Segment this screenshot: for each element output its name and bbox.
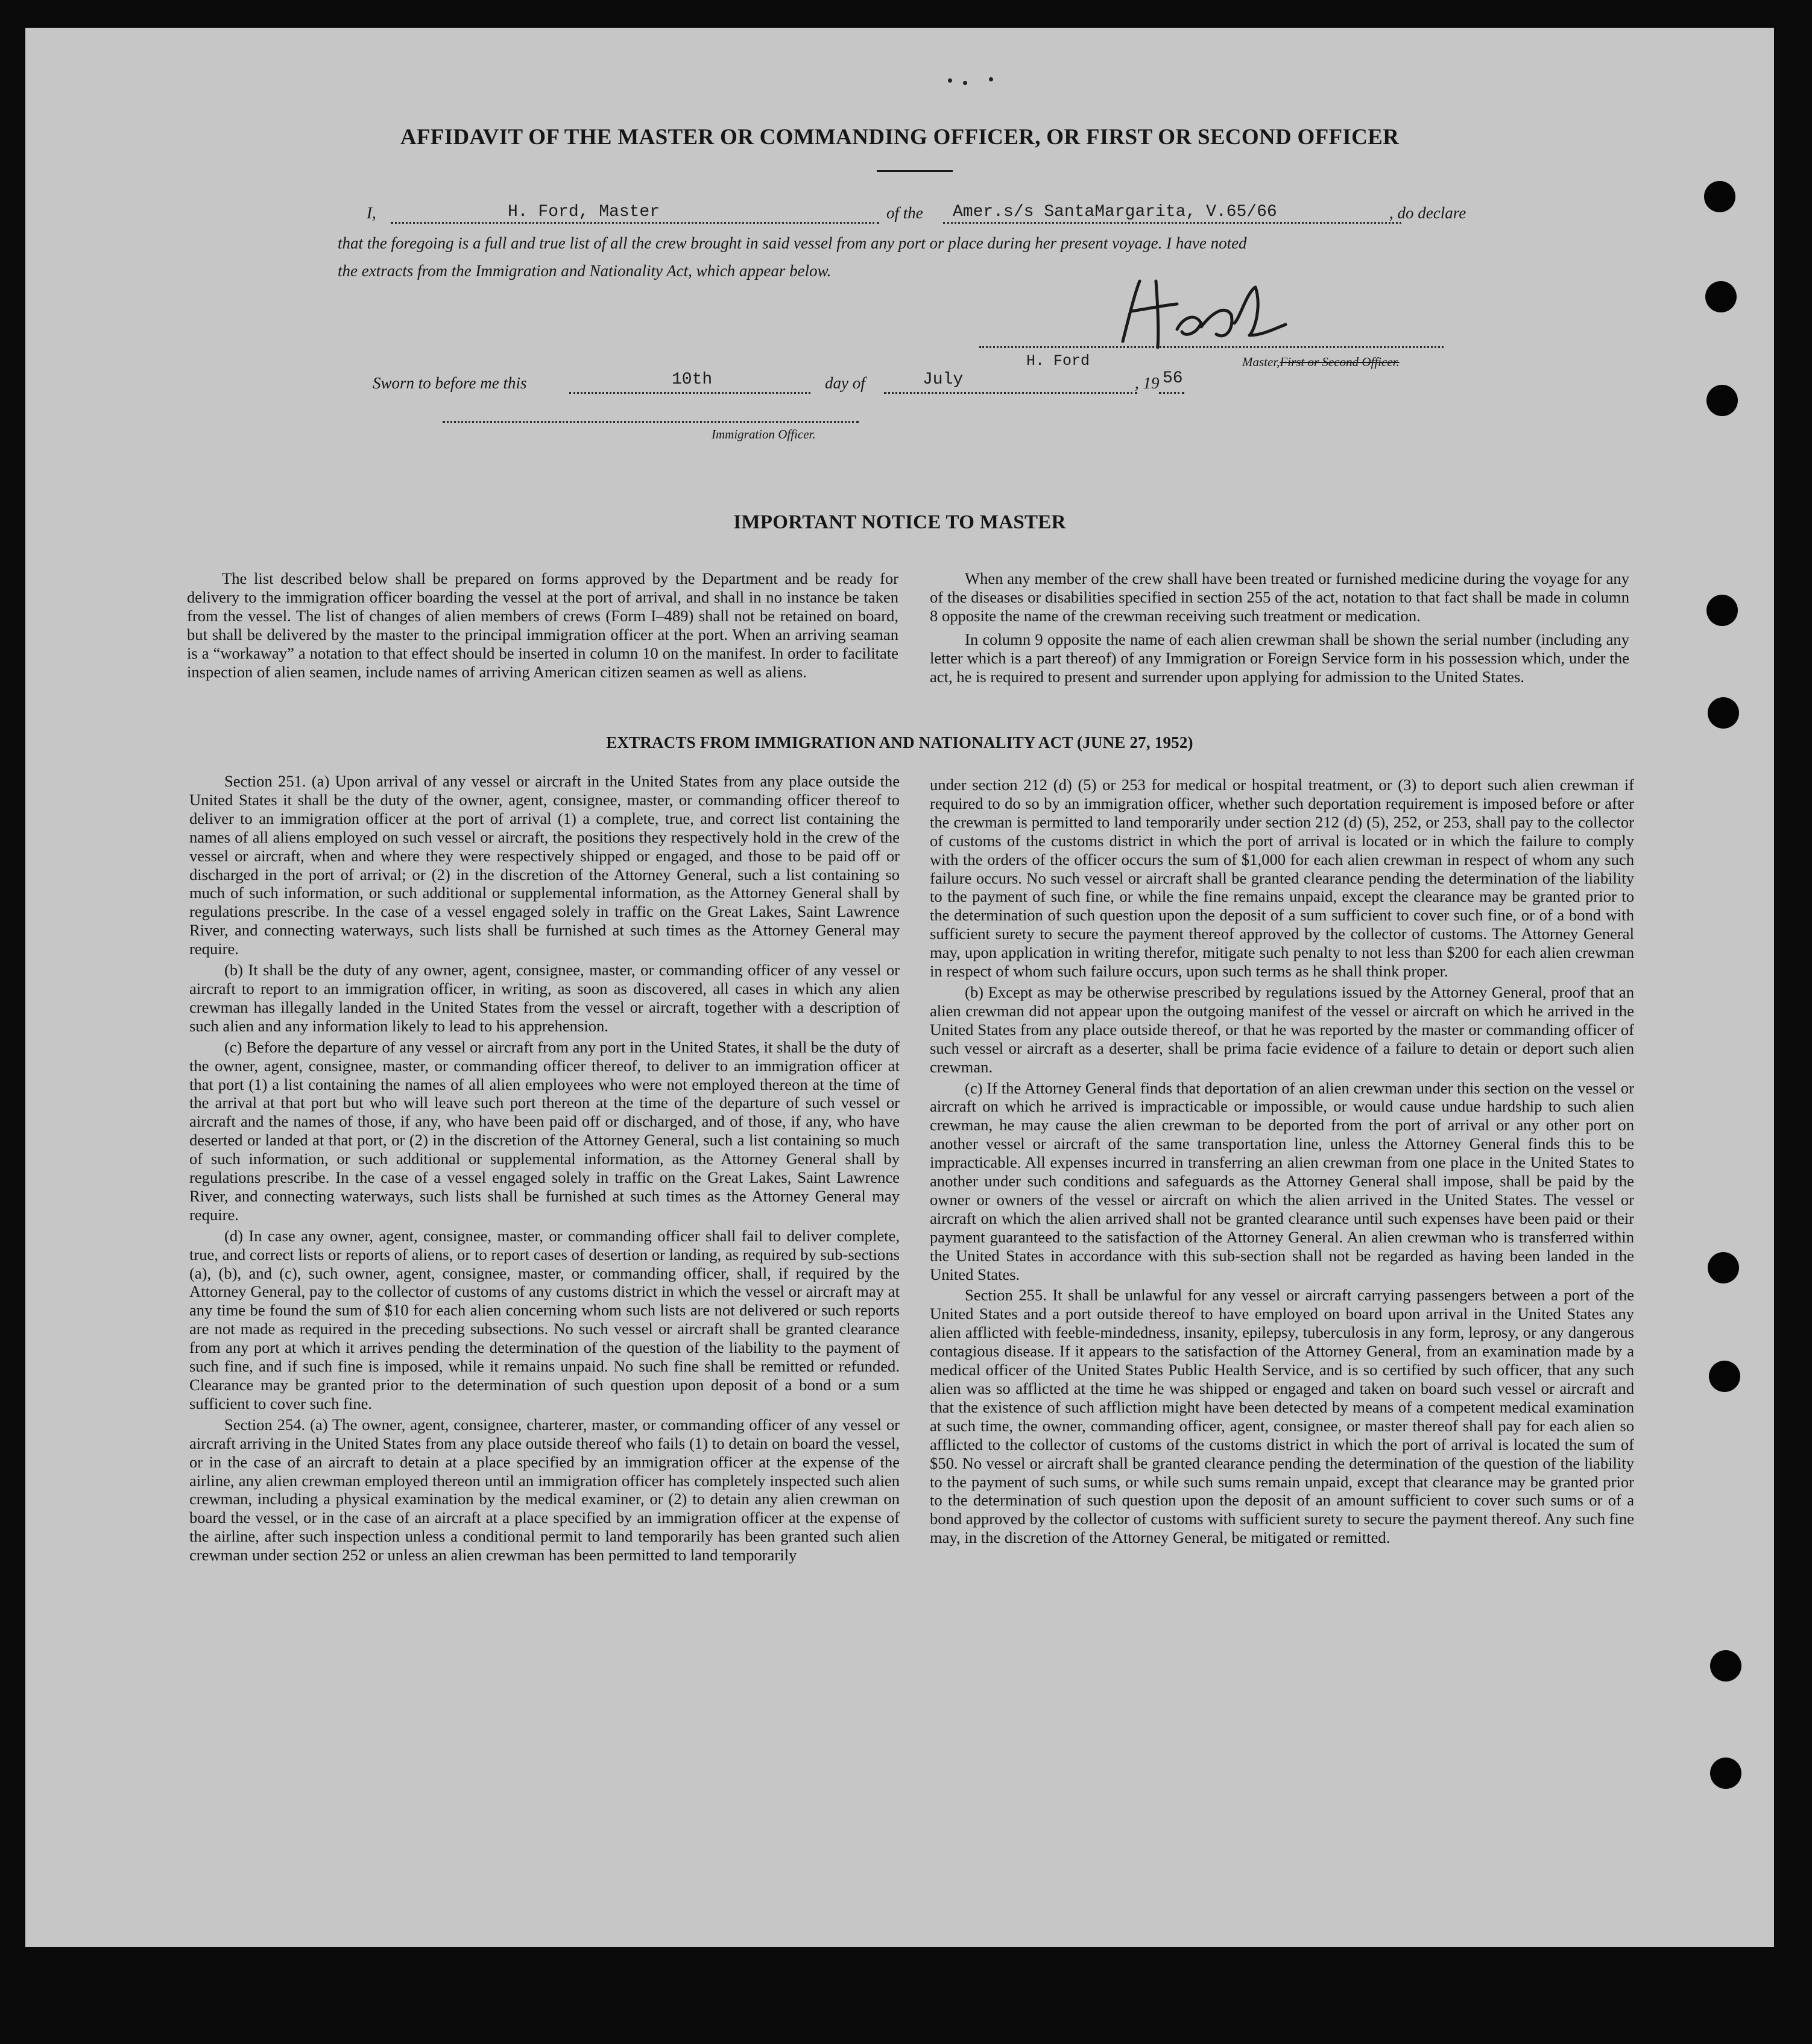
notice-title: IMPORTANT NOTICE TO MASTER — [733, 511, 1066, 533]
statute-paragraph: under section 212 (d) (5) or 253 for medical or hospital treatment, or (3) to deport such alien crewman if required to do so by an immigration officer, whether such deportation requirement is imposed before or after the crewman is permitted to land temporarily under section 212 (d) (5), 252, or 253, shall pay to the collector of customs of the customs district in which the port of arrival is located or in which the failure to comply with the orders of the officer occurs the sum of $1,000 for each alien crewman in respect of whom any such failure occurs. No such vessel or aircraft shall be granted clearance pending the determination of the liability to the payment of such fine, or while the fine remains unpaid, except the clearance may be granted prior to the determination of such question upon the deposit of a sum sufficient to cover such fine, or of a bond with sufficient surety to secure the payment thereof approved by the collector of customs. The Attorney General may, upon application in writing therefor, mitigate such penalty to not less than $200 for each alien crewman in respect of whom such failure occurs, upon such terms as he shall think proper. — [930, 776, 1634, 981]
notice-paragraph: In column 9 opposite the name of each alien crewman shall be shown the serial number (including any letter which is a part thereof) of any Immigration or Foreign Service form in his possession which, under the act, he is required to present and surrender upon applying for admission to the United States. — [930, 630, 1629, 686]
day-of-label: day of — [825, 374, 865, 392]
master-title-label — [1242, 355, 1400, 370]
statute-paragraph: (c) Before the departure of any vessel or aircraft from any port in the United States, it shall be the duty of the owner, agent, consignee, master, or commanding officer thereof, to deliver to an immigration officer at that port (1) a list containing the names of all alien employees who were not employed thereon at the time of the arrival at that port but who will leave such port thereon at the time of the departure of such vessel or aircraft and the names of those, if any, who have been paid off or discharged, and of those, if any, who have deserted or landed at that port, or (2) in the discretion of the Attorney General, such a list containing so much of such information, or such additional or supplemental information, as the Attorney General shall by regulations prescribe. In the case of a vessel engaged solely in traffic on the Great Lakes, Saint Lawrence River, and connecting waterways, such lists shall be furnished at such times as the Attorney General may require. — [189, 1037, 900, 1224]
sworn-month-line — [884, 392, 1137, 394]
year-field[interactable]: 56 — [1163, 369, 1183, 388]
affidavit-title: AFFIDAVIT OF THE MASTER OR COMMANDING OFFICER, OR FIRST OR SECOND OFFICER — [400, 125, 1400, 150]
extracts-left-column — [189, 772, 900, 1567]
punch-hole — [1710, 1650, 1741, 1682]
officer-signature-line — [443, 421, 859, 423]
statute-paragraph: (d) In case any owner, agent, consignee, master, or commanding officer shall fail to deliver complete, true, and correct lists or reports of aliens, or to report cases of desertion or landing, as required by sub-sections (a), (b), and (c), such owner, agent, consignee, master, or commanding officer, shall, if required by the Attorney General, pay to the collector of customs of any customs district in which the vessel or aircraft may at any time be found the sum of $10 for each alien concerning whom such lists are not delivered or such reports are not made as required in the preceding subsections. No such vessel or aircraft shall be granted clearance from any port at which it arrives pending the determination of the question of the liability to the payment of such fine, and if such fine is imposed, while it remains unpaid. No such fine shall be remitted or refunded. Clearance may be granted prior to the determination of such question upon deposit of a bond or a sum sufficient to cover such fine. — [189, 1226, 900, 1413]
notice-paragraph: The list described below shall be prepared on forms approved by the Department and be ready for delivery to the immigration officer boarding the vessel at the port of arrival, and shall in no instance be taken from the vessel. The list of changes of alien members of crews (Form I–489) shall not be retained on board, but shall be delivered by the master to the principal immigration officer at the port. When an arriving seaman is a “workaway” a notation to that effect should be inserted in column 10 on the manifest. In order to facilitate inspection of alien seamen, include names of arriving American citizen seamen as well as aliens. — [187, 569, 898, 681]
statute-paragraph: (c) If the Attorney General finds that deportation of an alien crewman under this section on the vessel or aircraft on which he arrived is impracticable or impossible, or would cause undue hardship to such alien crewman, he may cause the alien crewman to be deported from the port of arrival or any other port on another vessel or aircraft of the same transportation line, unless the Attorney General finds this to be impracticable. All expenses incurred in transferring an alien crewman from one place in the United States to another under such conditions and safeguards as the Attorney General shall impose, shall be paid by the owner or owners of the vessel or aircraft on which the alien arrived in the United States. The vessel or aircraft on which the alien arrived shall not be granted clearance until such expenses have been paid or their payment guaranteed to the satisfaction of the Attorney General. An alien crewman who is transferred within the United States in accordance with this sub-section shall not be regarded as having been landed in the United States. — [930, 1078, 1634, 1283]
affidavit-i-label: I, — [367, 204, 376, 222]
punch-hole — [1708, 1252, 1739, 1283]
document-page — [25, 28, 1774, 1947]
of-the-label: of the — [886, 204, 923, 222]
master-name-line — [391, 222, 879, 224]
vessel-line — [943, 222, 1401, 224]
sworn-day-field[interactable]: 10th — [672, 370, 713, 389]
signature-typed-name: H. Ford — [1026, 352, 1090, 370]
notice-left-column — [187, 569, 898, 686]
struck-officer-label: First or Second Officer. — [1280, 355, 1400, 369]
statute-paragraph: Section 254. (a) The owner, agent, consignee, charterer, master, or commanding officer of any vessel or aircraft arriving in the United States from any place outside thereof who fails (1) to detain on board the vessel, or in the case of an aircraft to detain at a place specified by an immigration officer at the expense of the airline, any alien crewman employed thereon until an immigration officer has completely inspected such alien crewman, including a physical examination by the medical examiner, or (2) to detain any alien crewman on board the vessel, or in the case of an aircraft at a place specified by an immigration officer at the expense of the airline, after such inspection unless a conditional permit to land temporarily has been granted such alien crewman under section 252 or unless an alien crewman has been permitted to land temporarily — [189, 1415, 900, 1565]
master-name-field[interactable]: H. Ford, Master — [508, 203, 660, 221]
extracts-title: EXTRACTS FROM IMMIGRATION AND NATIONALITY ACT (JUNE 27, 1952) — [606, 733, 1193, 751]
notice-right-column — [930, 569, 1629, 691]
notice-paragraph: When any member of the crew shall have been treated or furnished medicine during the voyage for any of the diseases or disabilities specified in section 255 of the act, notation to that fact shall be made in column 8 opposite the name of the crewman receiving such treatment or medication. — [930, 569, 1629, 625]
print-speck — [989, 77, 993, 81]
extracts-right-column — [930, 776, 1634, 1549]
punch-hole — [1708, 697, 1739, 729]
master-label: Master, — [1242, 355, 1280, 369]
vessel-field[interactable]: Amer.s/s SantaMargarita, V.65/66 — [953, 203, 1277, 221]
statute-paragraph: (b) It shall be the duty of any owner, agent, consignee, master, or commanding officer of any vessel or aircraft to report to an immigration officer, in writing, as soon as discovered, all cases in which any alien crewman has illegally landed in the United States from the vessel or aircraft, together with a description of such alien and any information likely to lead to his apprehension. — [189, 961, 900, 1035]
punch-hole — [1705, 281, 1737, 312]
statute-paragraph: Section 255. It shall be unlawful for any vessel or aircraft carrying passengers between a port of the United States and a port outside thereof to have employed on board upon arrival in the United States any alien afflicted with feeble-mindedness, insanity, epilepsy, tuberculosis in any form, leprosy, or any dangerous contagious disease. If it appears to the satisfaction of the Attorney General, from an examination made by a medical officer of the United States Public Health Service, and is so certified by such officer, that any such alien was so afflicted at the time he was shipped or engaged and taken on board such vessel or aircraft and that the existence of such affliction might have been detected by means of a competent medical examination at such time, the owner, commanding officer, agent, consignee, or master thereof shall pay for each alien so afflicted to the collector of customs of the customs district in which the port of arrival is located the sum of $50. No vessel or aircraft shall be granted clearance pending the determination of the question of the liability to the payment of such sums, or while such sums remain unpaid, except that clearance may be granted prior to the determination of such question upon the deposit of an amount sufficient to cover such sums or of a bond approved by the collector of customs with sufficient surety to secure the payment thereof. Any such fine may, in the discretion of the Attorney General, be mitigated or remitted. — [930, 1286, 1634, 1547]
punch-hole — [1710, 1758, 1741, 1789]
punch-hole — [1706, 595, 1738, 626]
statute-paragraph: Section 251. (a) Upon arrival of any vessel or aircraft in the United States from any place outside the United States it shall be the duty of the owner, agent, consignee, master, or commanding officer thereof to deliver to an immigration officer at the port of arrival (1) a complete, true, and correct list containing the names of all aliens employed on such vessel or aircraft, the positions they respectively hold in the crew of the vessel or aircraft, when and where they were respectively shipped or engaged, and those to be paid off or discharged in the port of arrival; or (2) in the discretion of the Attorney General, such a list containing so much of such information, or such additional or supplemental information, as the Attorney General shall by regulations prescribe. In the case of a vessel engaged solely in traffic on the Great Lakes, Saint Lawrence River, and connecting waterways, such lists shall be furnished at such times as the Attorney General may require. — [189, 772, 900, 958]
punch-hole — [1704, 181, 1735, 212]
title-underline — [877, 170, 953, 172]
affidavit-statement-line: the extracts from the Immigration and Nationality Act, which appear below. — [338, 262, 832, 280]
immigration-officer-label: Immigration Officer. — [712, 427, 816, 441]
sworn-label: Sworn to before me this — [373, 374, 527, 392]
signature-line — [979, 346, 1444, 348]
sworn-month-field[interactable]: July — [923, 370, 964, 389]
statute-paragraph: (b) Except as may be otherwise prescribed by regulations issued by the Attorney General, proof that an alien crewman did not appear upon the outgoing manifest of the vessel or aircraft on which he arrived in the United States from any place outside thereof, or that he was reported by the master or commanding officer of such vessel or aircraft as a deserter, shall be prima facie evidence of a failure to detain or deport such alien crewman. — [930, 982, 1634, 1076]
affidavit-statement-line: that the foregoing is a full and true list of all the crew brought in said vessel from any port or place during her present voyage. I have noted — [338, 234, 1247, 252]
print-speck — [963, 81, 967, 85]
do-declare-label: , do declare — [1389, 204, 1466, 222]
sworn-day-line — [569, 392, 810, 394]
year-prefix-label: , 19 — [1135, 374, 1160, 392]
print-speck — [948, 78, 952, 83]
year-line — [1159, 392, 1184, 394]
punch-hole — [1709, 1361, 1740, 1392]
punch-hole — [1706, 385, 1738, 416]
